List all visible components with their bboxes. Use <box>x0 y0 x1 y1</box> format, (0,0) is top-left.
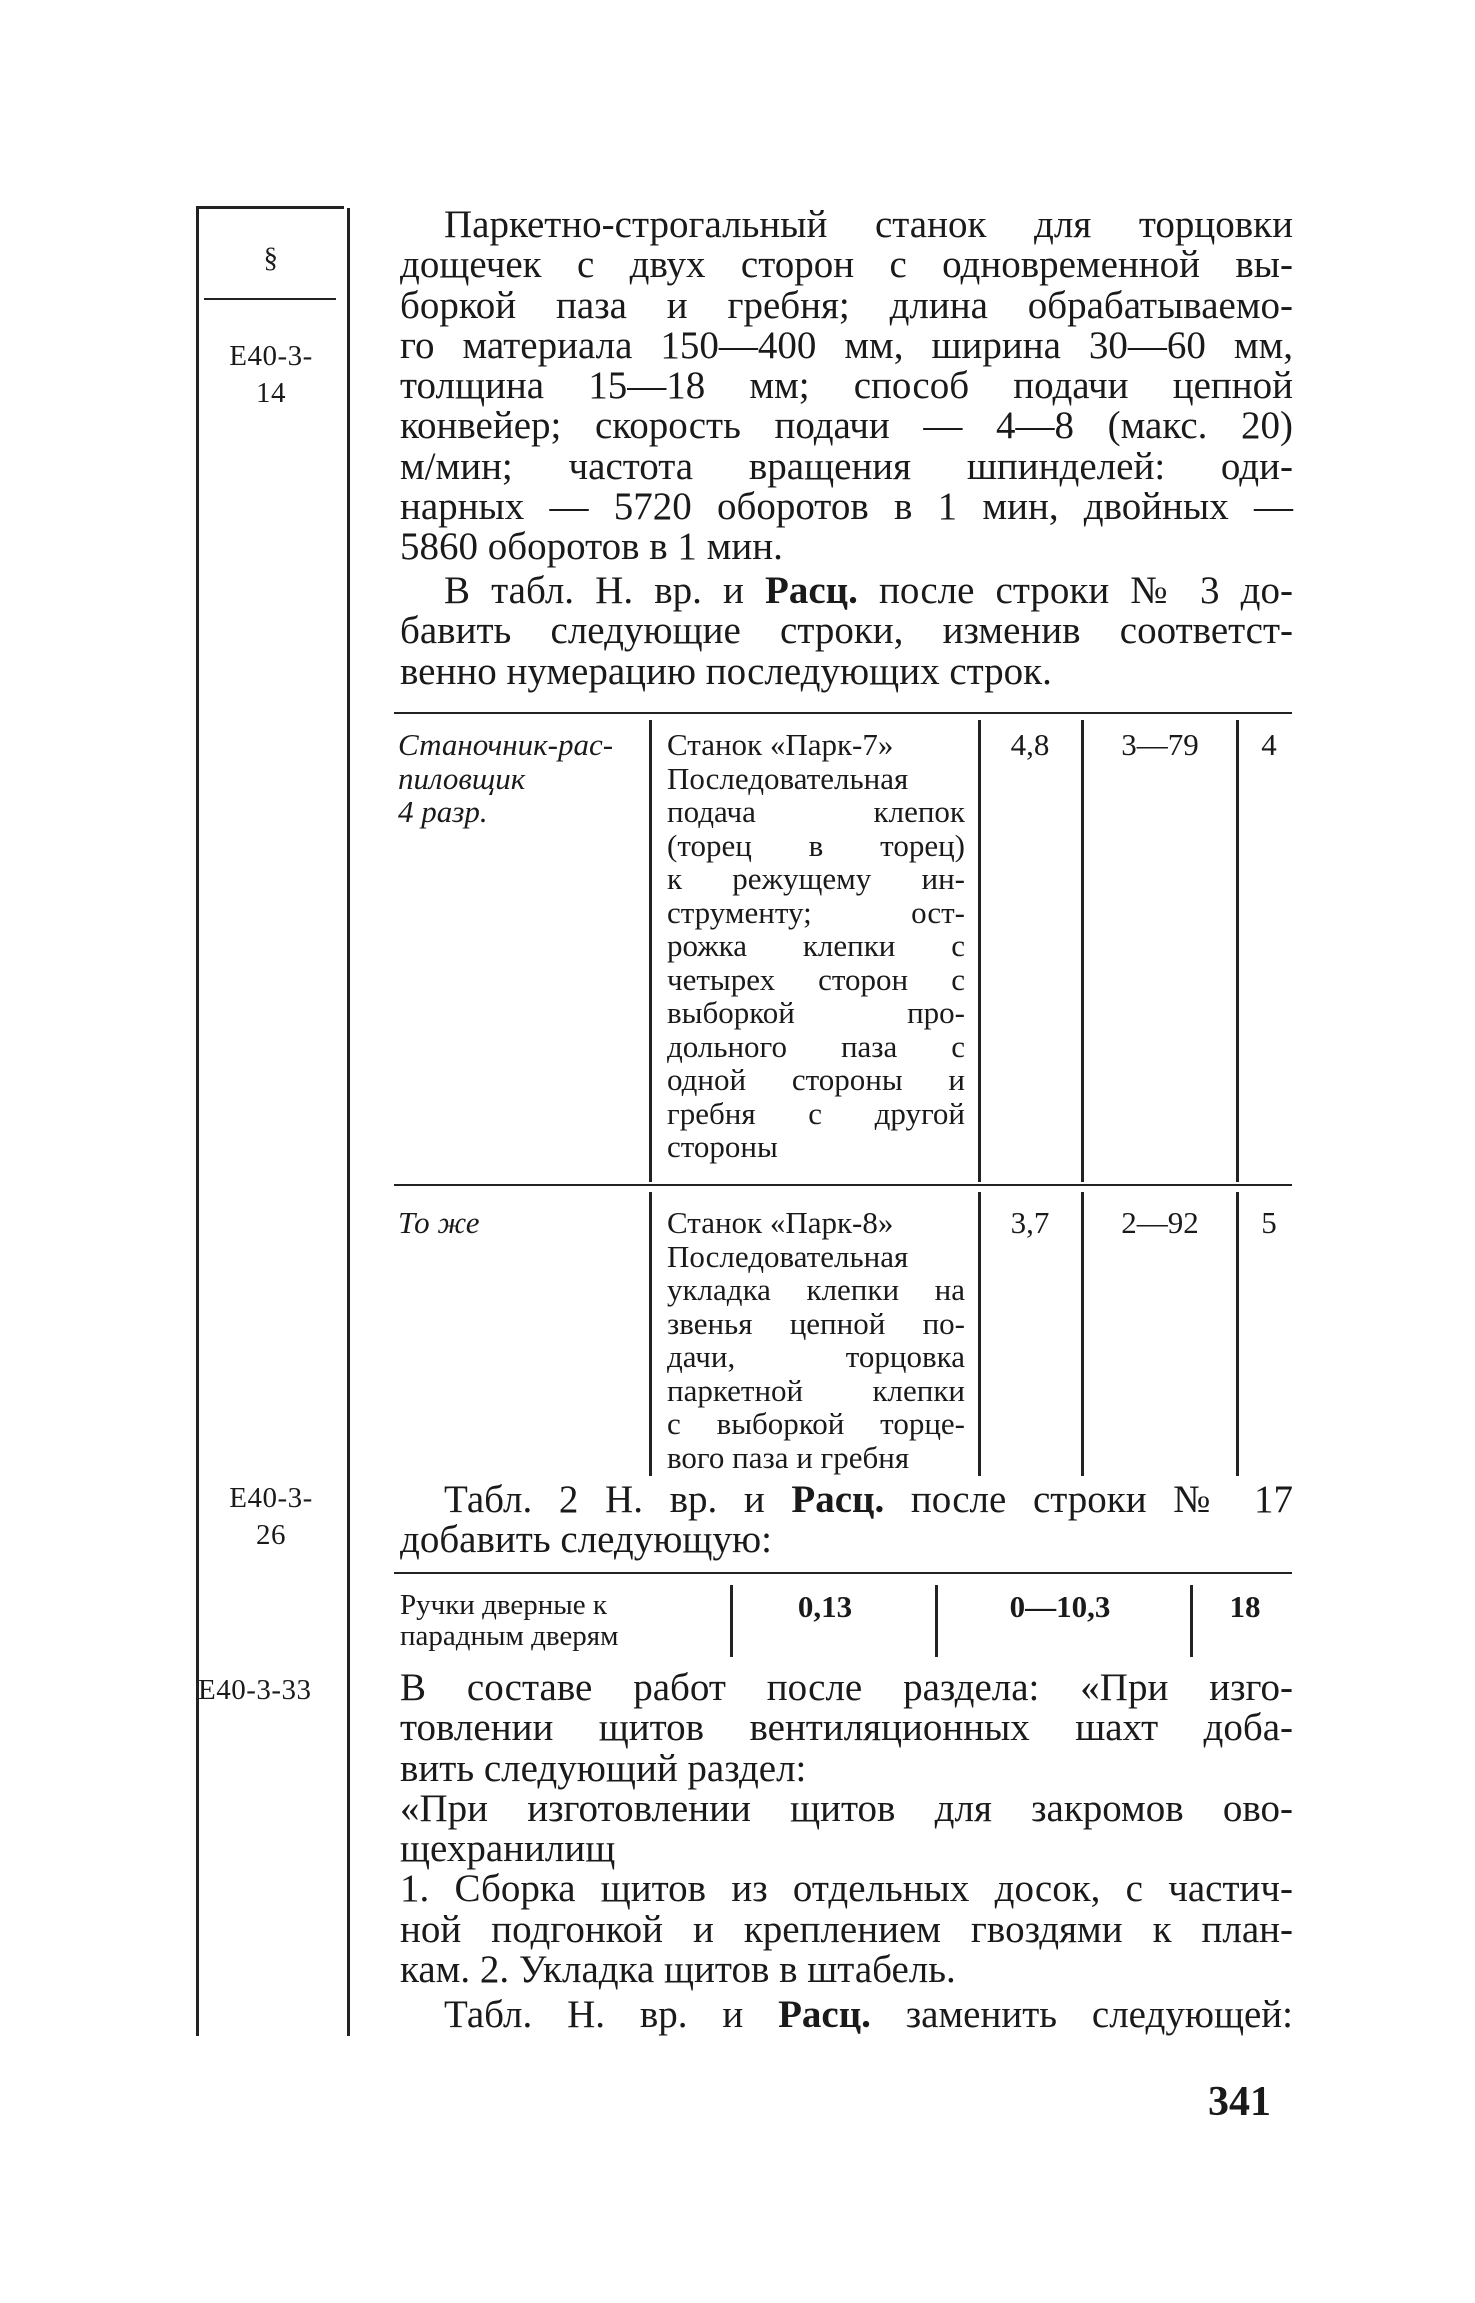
table1-row2-profession: То же <box>398 1205 480 1240</box>
table1-row2-description: Станок «Парк-8» Последовательная укладка клепки на звенья цепной по- дачи, торцовка паркетной клепки с выборкой торце- вого паза и гребня <box>667 1205 965 1475</box>
section-sign: § <box>263 242 279 274</box>
paragraph-add-rows: В табл. Н. вр. и Расц. после строки № 3 до- бавить следующие строки, изменив соответст- венно нумерацию последующих строк. <box>400 569 1293 693</box>
table2-top-rule <box>394 1572 1292 1574</box>
table2-number: 18 <box>1229 1589 1261 1624</box>
table1-row1-price: 3—79 <box>1121 727 1199 762</box>
table1-col-rule <box>649 1192 652 1476</box>
table1-row1-number: 4 <box>1261 727 1277 762</box>
page-number: 341 <box>1208 2079 1271 2125</box>
table1-col-rule <box>649 720 652 1182</box>
paragraph-replace-table: Табл. Н. вр. и Расц. заменить следующей: <box>444 1993 1293 2036</box>
table1-row1-profession: Станочник-рас- пиловщик 4 разр. <box>398 727 614 829</box>
table1-top-rule <box>394 712 1292 714</box>
table1-col-rule <box>1081 1192 1084 1476</box>
table1-col-rule <box>1236 720 1239 1182</box>
table2-norm: 0,13 <box>797 1589 853 1624</box>
table1-row1-norm: 4,8 <box>1010 727 1050 762</box>
table2-col-rule <box>1190 1585 1193 1657</box>
table1-col-rule <box>978 720 981 1182</box>
paragraph-table2-instruction: Табл. 2 Н. вр. и Расц. после строки № 17 добавить следующую: <box>400 1478 1293 1562</box>
table2-col-rule <box>730 1585 733 1657</box>
table1-row2-number: 5 <box>1261 1205 1277 1240</box>
table1-row1-description: Станок «Парк-7» Последовательная подача клепок (торец в торец) к режущему ин- струменту; ост- рожка клепки с четырех сторон с выборкой про- дольного паза с одной стороны и гребня с другой стороны <box>667 727 965 1164</box>
table1-row2-price: 2—92 <box>1121 1205 1199 1240</box>
paragraph-machine-description: Паркетно-строгальный станок для торцовки дощечек с двух сторон с одновременной вы- боркой паза и гребня; длина обрабатываемо- го материала 150—400 мм, ширина 30—60 мм, толщина 15—18 мм; способ подачи цепной конвейер; скорость подачи — 4—8 (макс. 20) м/мин; частота вращения шпинделей: оди- нарных — 5720 оборотов в 1 мин, двойных — 5860 оборотов в 1 мин. <box>400 203 1293 569</box>
table1-col-rule <box>1081 720 1084 1182</box>
table1-row2-norm: 3,7 <box>1010 1205 1050 1240</box>
table2-price: 0—10,3 <box>1009 1589 1111 1624</box>
margin-column <box>196 208 350 2036</box>
margin-ref-e40-3-14: Е40-3- 14 <box>229 340 313 409</box>
table1-col-rule <box>978 1192 981 1476</box>
table1-col-rule <box>1236 1192 1239 1476</box>
table1-row-divider <box>394 1184 1292 1186</box>
margin-ref-e40-3-33: Е40-3-33 <box>198 1674 312 1706</box>
margin-ref-e40-3-26: Е40-3- 26 <box>229 1482 313 1551</box>
paragraph-work-composition: В составе работ после раздела: «При изго- товлении щитов вентиляционных шахт доба- вить следующий раздел: «При изготовлении щитов для закромов ово- щехранилищ 1. Сборка щитов из отдельных досок, с частич- ной подгонкой и креплением гвоздями к план- кам. 2. Укладка щитов в штабель. <box>400 1666 1293 1992</box>
margin-header-rule <box>204 298 336 300</box>
table2-col-rule <box>935 1585 938 1657</box>
table2-item: Ручки дверные к парадным дверям <box>400 1589 619 1652</box>
